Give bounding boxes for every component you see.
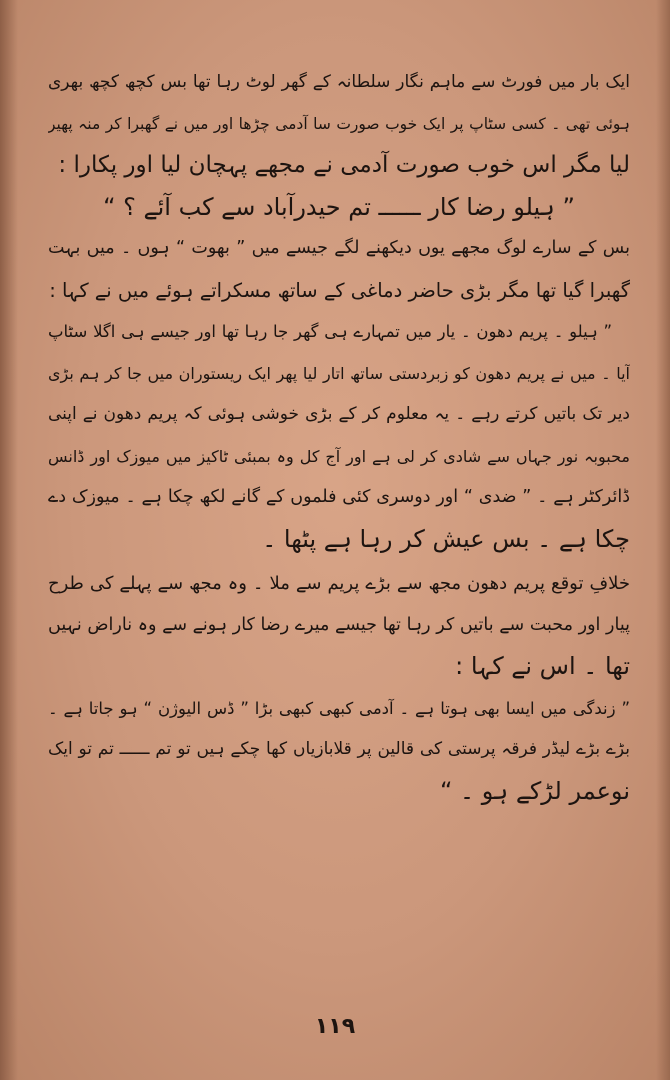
text-line: ” ہیلو رضا کار ــــــ تم حیدرآباد سے کب آئے ؟ “ bbox=[103, 192, 575, 221]
text-line: خلافِ توقع پریم دھون مجھ سے بڑے پریم سے ملا ۔ وہ مجھ سے پہلے کی طرح bbox=[48, 573, 630, 594]
text-line: نوعمر لڑکے ہو ۔ “ bbox=[439, 776, 630, 805]
text-line: ” ہیلو ۔ پریم دھون ۔ یار میں تمہارے ہی گھر جا رہا تھا اور جیسے ہی اگلا سٹاپ bbox=[48, 322, 612, 341]
text-line: ” زندگی میں ایسا بھی ہوتا ہے ۔ آدمی کبھی کبھی بڑا ” ڈس الیوژن “ ہو جاتا ہے ۔ bbox=[48, 698, 630, 718]
text-line: تھا ۔ اس نے کہا : bbox=[455, 652, 630, 680]
page-shadow-left bbox=[0, 0, 18, 1080]
body-text bbox=[48, 62, 630, 812]
text-line: چکا ہے ۔ بس عیش کر رہا ہے پٹھا ۔ bbox=[262, 524, 630, 553]
text-line: بڑے بڑے لیڈر فرقہ پرستی کی قالین پر قلابازیاں کھا چکے ہیں تو تم ــــــ تم تو ایک bbox=[48, 739, 630, 759]
text-line: آیا ۔ میں نے پریم دھون کو زبردستی ساتھ اتار لیا پھر ایک ریستوران میں جا کر ہم بڑی bbox=[48, 363, 630, 383]
text-line: پیار اور محبت سے باتیں کر رہا تھا جیسے میرے رضا کار ہونے سے وہ ناراض نہیں bbox=[48, 614, 630, 635]
page-shadow-right bbox=[656, 0, 670, 1080]
page-number: ۱۱۹ bbox=[314, 1014, 356, 1039]
text-line: ایک بار میں فورٹ سے ماہم نگار سلطانہ کے گھر لوٹ رہا تھا بس کچھ کچھ بھری bbox=[48, 72, 630, 92]
text-line: گھبرا گیا تھا مگر بڑی حاضر دماغی کے ساتھ مسکراتے ہوئے میں نے کہا : bbox=[49, 278, 630, 302]
text-line: دیر تک باتیں کرتے رہے ۔ یہ معلوم کر کے بڑی خوشی ہوئی کہ پریم دھون نے اپنی bbox=[48, 404, 630, 424]
text-line: محبوبہ نور جہاں سے شادی کر لی ہے اور آج کل وہ بمبئی ٹاکیز میں میوزک اور ڈانس bbox=[48, 446, 630, 466]
text-line: لیا مگر اس خوب صورت آدمی نے مجھے پہچان لیا اور پکارا : bbox=[58, 152, 630, 178]
text-line: ہوئی تھی ۔ کسی سٹاپ پر ایک خوب صورت سا آدمی چڑھا اور میں نے گھبرا کر منہ پھیر bbox=[48, 114, 630, 133]
text-line: ڈائرکٹر ہے ۔ ” ضدی “ اور دوسری کئی فلموں کے گانے لکھ چکا ہے ۔ میوزک دے bbox=[48, 487, 630, 507]
text-line: بس کے سارے لوگ مجھے یوں دیکھنے لگے جیسے میں ” بھوت “ ہوں ۔ میں بہت bbox=[48, 238, 630, 258]
